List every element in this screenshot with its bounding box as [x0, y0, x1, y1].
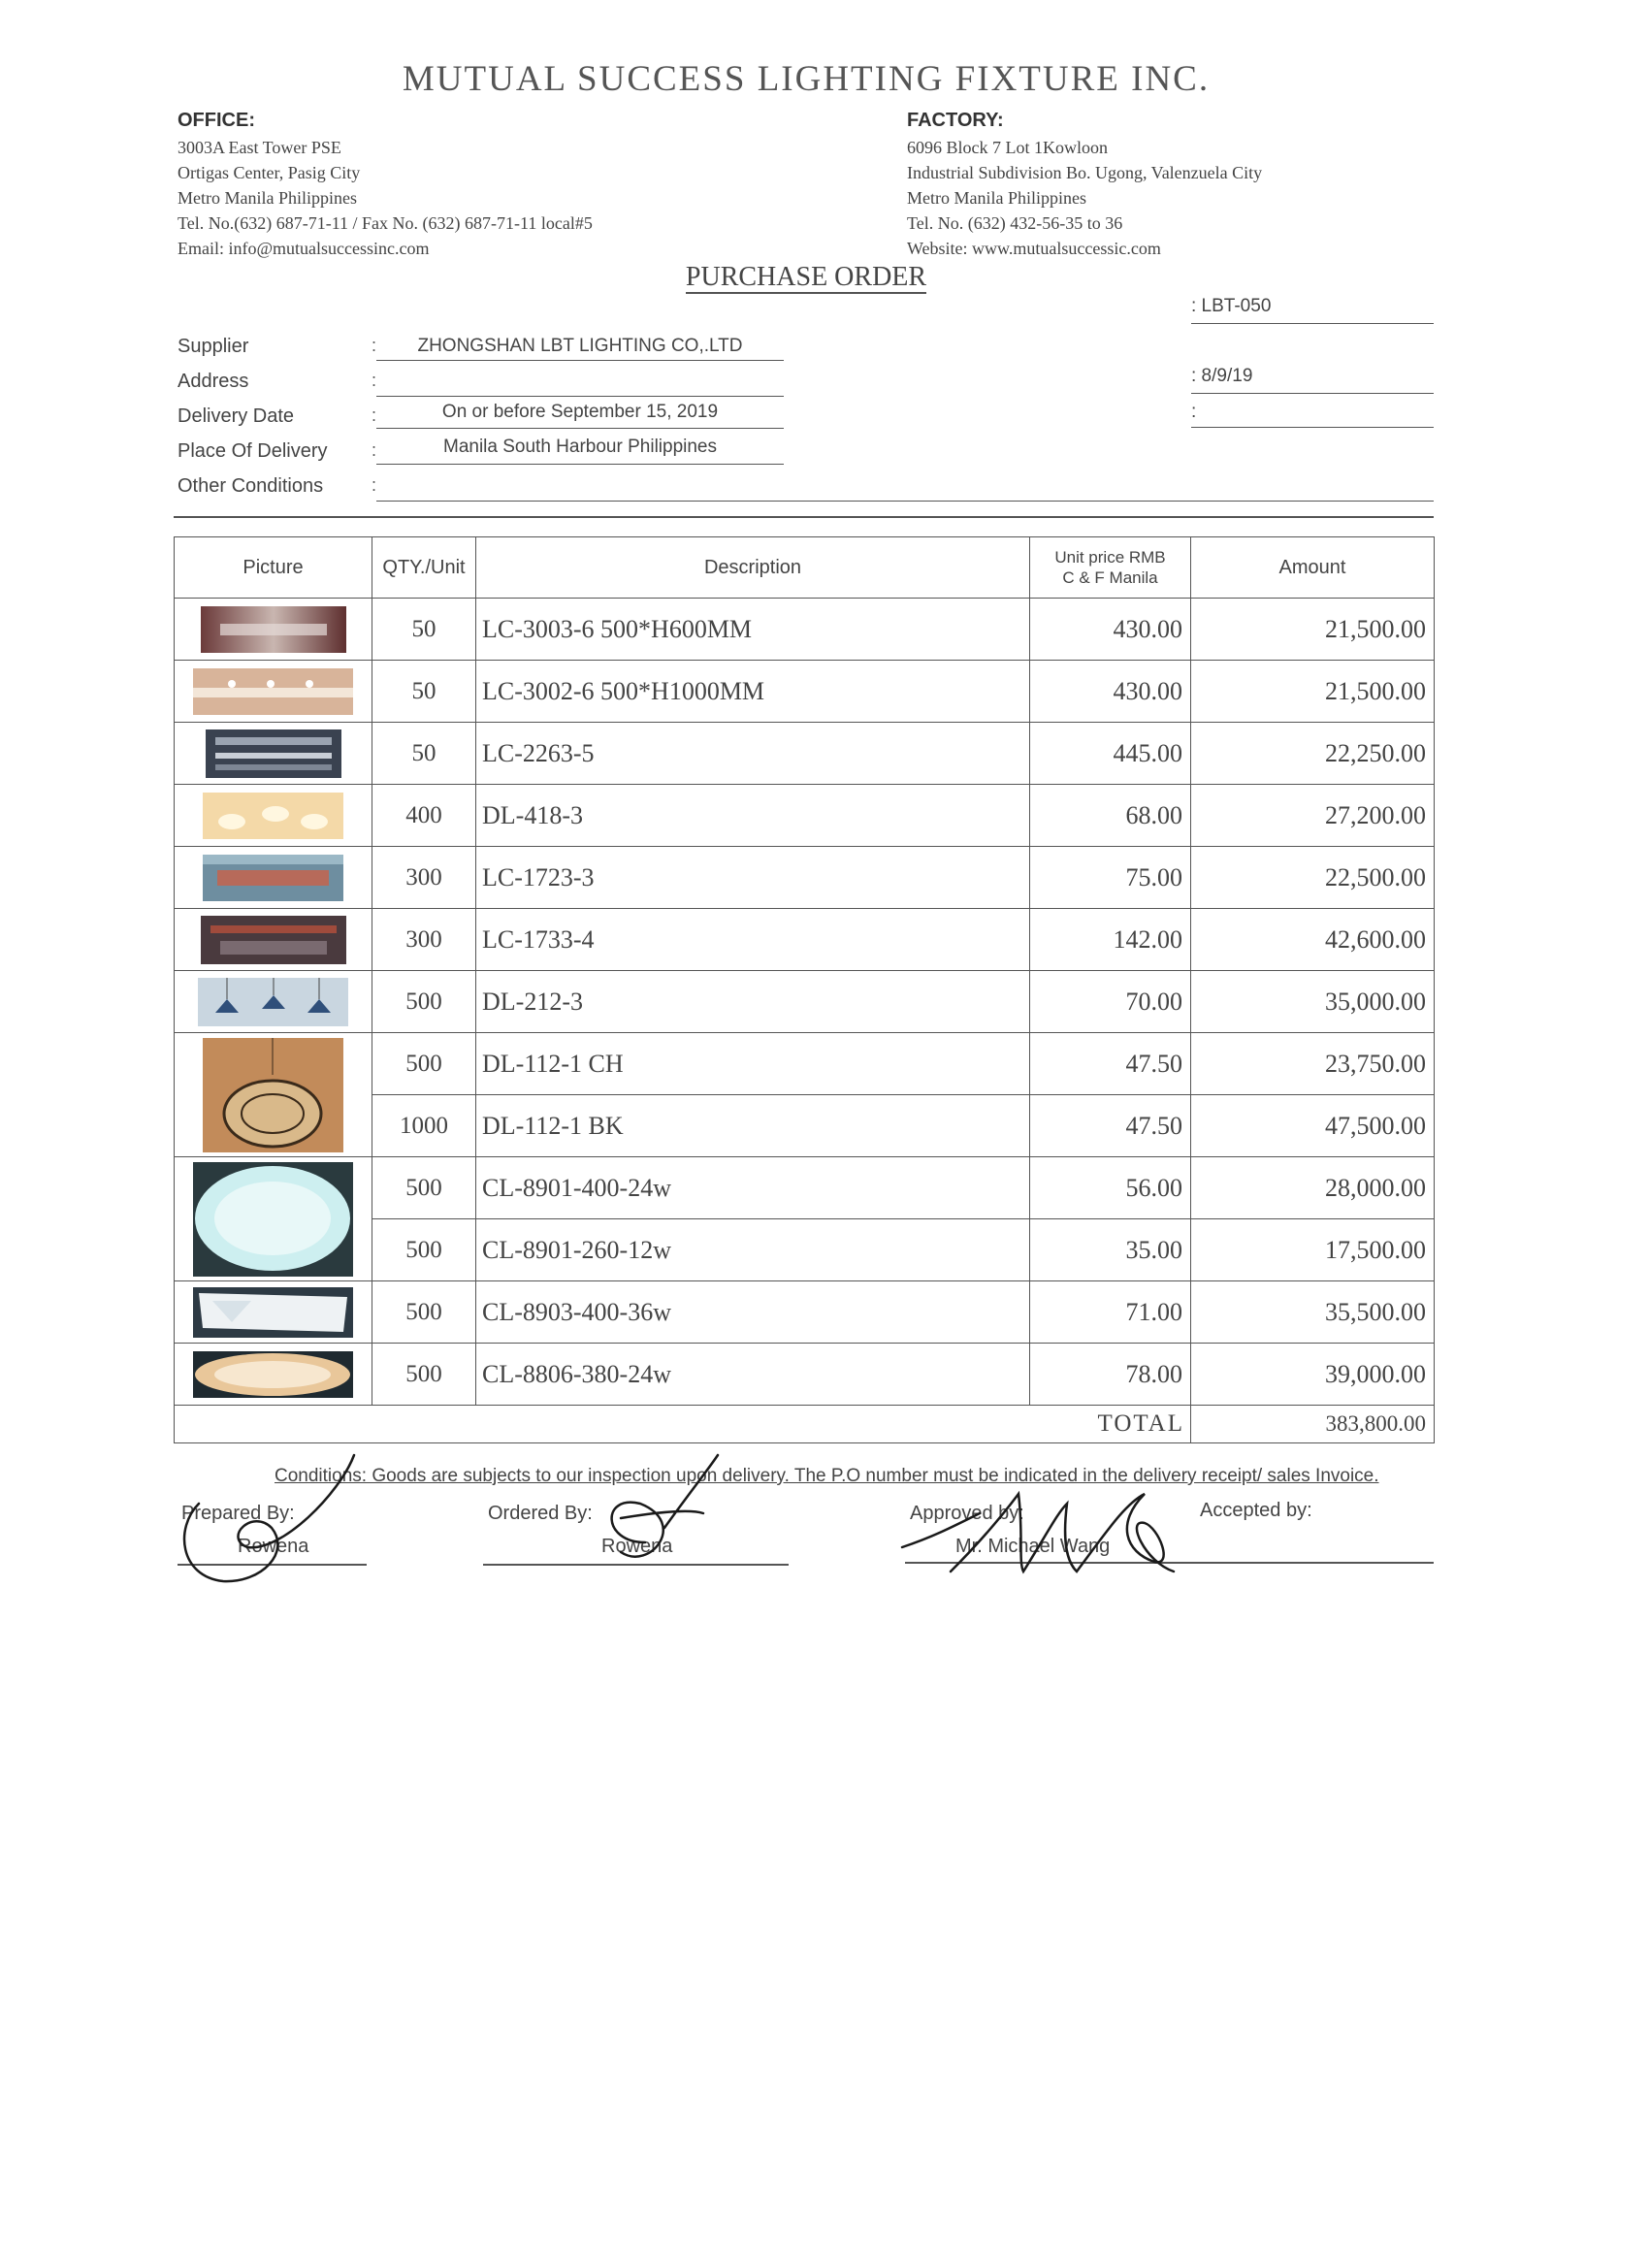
row-description: LC-1723-3	[476, 847, 1030, 909]
blank-field-line	[1191, 427, 1434, 428]
row-unit-price: 47.50	[1030, 1033, 1191, 1095]
row-unit-price: 78.00	[1030, 1344, 1191, 1406]
row-amount: 22,500.00	[1191, 847, 1435, 909]
row-amount: 28,000.00	[1191, 1157, 1435, 1219]
delivery-date-line	[376, 428, 784, 429]
prepared-signature	[184, 1455, 354, 1581]
product-picture	[175, 723, 372, 785]
po-number-line	[1191, 323, 1434, 324]
header-unit-price	[1030, 537, 1191, 599]
address-line	[376, 396, 784, 397]
po-number: : LBT-050	[1191, 296, 1272, 316]
row-description: LC-3002-6 500*H1000MM	[476, 661, 1030, 723]
row-unit-price: 35.00	[1030, 1219, 1191, 1281]
row-description: LC-1733-4	[476, 909, 1030, 971]
row-qty: 500	[372, 1344, 476, 1406]
ceiling-lamp-photo-icon	[193, 1351, 353, 1398]
row-unit-price: 75.00	[1030, 847, 1191, 909]
other-conditions-line	[376, 501, 1434, 502]
document-title: PURCHASE ORDER	[685, 262, 927, 292]
supplier-value: ZHONGSHAN LBT LIGHTING CO,.LTD	[417, 336, 743, 356]
table-row	[175, 909, 1435, 971]
row-qty: 1000	[372, 1095, 476, 1157]
factory-line: Metro Manila Philippines	[907, 188, 1086, 208]
product-picture	[175, 785, 372, 847]
signature-scribbles	[146, 1436, 1310, 1610]
colon: :	[372, 405, 377, 425]
supplier-line	[376, 360, 784, 361]
place-of-delivery-line	[376, 464, 784, 465]
delivery-date-value: On or before September 15, 2019	[441, 402, 719, 422]
ceiling-lamp-photo-icon	[193, 1287, 353, 1338]
product-picture	[175, 1033, 372, 1157]
row-unit-price: 430.00	[1030, 661, 1191, 723]
row-amount: 17,500.00	[1191, 1219, 1435, 1281]
product-picture	[175, 1344, 372, 1406]
row-amount: 21,500.00	[1191, 661, 1435, 723]
row-description: DL-112-1 BK	[476, 1095, 1030, 1157]
ordered-signature	[612, 1455, 718, 1557]
row-unit-price: 430.00	[1030, 599, 1191, 661]
total-label: TOTAL	[175, 1406, 1191, 1443]
row-amount: 21,500.00	[1191, 599, 1435, 661]
items-table	[174, 536, 1435, 1443]
row-description: DL-112-1 CH	[476, 1033, 1030, 1095]
ceiling-lamp-photo-icon	[193, 1162, 353, 1277]
prepared-by-name: Rowena	[238, 1536, 309, 1557]
header-unit-price-line1: Unit price RMB	[1054, 548, 1166, 567]
table-row	[175, 661, 1435, 723]
delivery-date-label: Delivery Date	[178, 405, 295, 427]
row-amount: 27,200.00	[1191, 785, 1435, 847]
pendant-lamp-photo-icon	[198, 978, 348, 1026]
row-amount: 35,000.00	[1191, 971, 1435, 1033]
row-qty: 50	[372, 599, 476, 661]
row-description: LC-2263-5	[476, 723, 1030, 785]
row-amount: 42,600.00	[1191, 909, 1435, 971]
blank-field: :	[1191, 402, 1197, 422]
table-row	[175, 1344, 1435, 1406]
factory-label: FACTORY:	[907, 110, 1004, 131]
office-line: Email: info@mutualsuccessinc.com	[178, 239, 430, 258]
table-row	[175, 847, 1435, 909]
place-of-delivery-value: Manila South Harbour Philippines	[443, 437, 717, 457]
office-line: 3003A East Tower PSE	[178, 138, 341, 157]
row-qty: 300	[372, 909, 476, 971]
chandelier-photo-icon	[206, 729, 341, 778]
row-qty: 500	[372, 1219, 476, 1281]
supplier-label: Supplier	[178, 336, 249, 357]
row-qty: 500	[372, 971, 476, 1033]
office-line: Tel. No.(632) 687-71-11 / Fax No. (632) 687-71-11 local#5	[178, 213, 593, 233]
product-picture	[175, 1157, 372, 1281]
other-conditions-label: Other Conditions	[178, 475, 324, 497]
prepared-by-label: Prepared By:	[181, 1503, 295, 1524]
office-line: Metro Manila Philippines	[178, 188, 357, 208]
chandelier-photo-icon	[201, 916, 346, 964]
row-amount: 22,250.00	[1191, 723, 1435, 785]
conditions-text: Conditions: Goods are subjects to our inspection upon delivery. The P.O number must be indicated in the delivery receipt/ sales Invoice.	[275, 1466, 1379, 1486]
office-label: OFFICE:	[178, 110, 255, 131]
place-of-delivery-label: Place Of Delivery	[178, 440, 328, 462]
row-description: CL-8901-400-24w	[476, 1157, 1030, 1219]
header-unit-price-line2: C & F Manila	[1062, 568, 1158, 587]
table-header-row	[175, 537, 1435, 599]
row-description: CL-8903-400-36w	[476, 1281, 1030, 1344]
factory-line: Website: www.mutualsuccessic.com	[907, 239, 1161, 258]
row-qty: 500	[372, 1281, 476, 1344]
address-label: Address	[178, 371, 249, 392]
office-line: Ortigas Center, Pasig City	[178, 163, 361, 182]
approved-by-label: Approved by:	[910, 1503, 1024, 1524]
factory-line: Industrial Subdivision Bo. Ugong, Valenzuela City	[907, 163, 1263, 182]
colon: :	[372, 371, 377, 390]
product-picture	[175, 847, 372, 909]
row-qty: 50	[372, 723, 476, 785]
table-row	[175, 785, 1435, 847]
row-description: DL-418-3	[476, 785, 1030, 847]
row-amount: 47,500.00	[1191, 1095, 1435, 1157]
colon: :	[372, 336, 377, 355]
header-picture: Picture	[175, 537, 372, 599]
product-picture	[175, 971, 372, 1033]
table-row	[175, 971, 1435, 1033]
row-description: DL-212-3	[476, 971, 1030, 1033]
company-name: MUTUAL SUCCESS LIGHTING FIXTURE INC.	[402, 59, 1211, 99]
row-unit-price: 445.00	[1030, 723, 1191, 785]
header-description: Description	[476, 537, 1030, 599]
total-amount: 383,800.00	[1191, 1406, 1435, 1443]
row-description: CL-8901-260-12w	[476, 1219, 1030, 1281]
product-picture	[175, 599, 372, 661]
pendant-lamp-photo-icon	[203, 793, 343, 839]
row-unit-price: 56.00	[1030, 1157, 1191, 1219]
chandelier-photo-icon	[193, 668, 353, 715]
chandelier-photo-icon	[201, 606, 346, 653]
po-date-line	[1191, 393, 1434, 394]
table-row	[175, 1033, 1435, 1095]
approved-signature	[902, 1494, 1174, 1571]
po-date: : 8/9/19	[1191, 366, 1253, 386]
table-row	[175, 1157, 1435, 1219]
pendant-lamp-photo-icon	[203, 1038, 343, 1152]
row-amount: 35,500.00	[1191, 1281, 1435, 1344]
table-row	[175, 599, 1435, 661]
colon: :	[372, 475, 377, 495]
row-qty: 500	[372, 1033, 476, 1095]
chandelier-photo-icon	[203, 855, 343, 901]
ordered-by-name: Rowena	[601, 1536, 673, 1557]
row-description: LC-3003-6 500*H600MM	[476, 599, 1030, 661]
row-qty: 50	[372, 661, 476, 723]
row-qty: 400	[372, 785, 476, 847]
row-unit-price: 71.00	[1030, 1281, 1191, 1344]
row-qty: 300	[372, 847, 476, 909]
row-qty: 500	[372, 1157, 476, 1219]
section-divider	[174, 516, 1434, 518]
row-unit-price: 68.00	[1030, 785, 1191, 847]
colon: :	[372, 440, 377, 460]
product-picture	[175, 909, 372, 971]
approved-by-name: Mr. Michael Wang	[955, 1536, 1111, 1557]
product-picture	[175, 1281, 372, 1344]
row-amount: 39,000.00	[1191, 1344, 1435, 1406]
row-unit-price: 142.00	[1030, 909, 1191, 971]
row-description: CL-8806-380-24w	[476, 1344, 1030, 1406]
factory-line: 6096 Block 7 Lot 1Kowloon	[907, 138, 1108, 157]
row-unit-price: 70.00	[1030, 971, 1191, 1033]
row-unit-price: 47.50	[1030, 1095, 1191, 1157]
factory-address	[907, 135, 1262, 261]
table-row	[175, 1281, 1435, 1344]
office-address	[178, 135, 593, 261]
product-picture	[175, 661, 372, 723]
table-row	[175, 723, 1435, 785]
row-amount: 23,750.00	[1191, 1033, 1435, 1095]
ordered-by-label: Ordered By:	[488, 1503, 593, 1524]
accepted-by-label: Accepted by:	[1200, 1500, 1312, 1521]
header-amount: Amount	[1191, 537, 1435, 599]
factory-line: Tel. No. (632) 432-56-35 to 36	[907, 213, 1123, 233]
header-qty: QTY./Unit	[372, 537, 476, 599]
